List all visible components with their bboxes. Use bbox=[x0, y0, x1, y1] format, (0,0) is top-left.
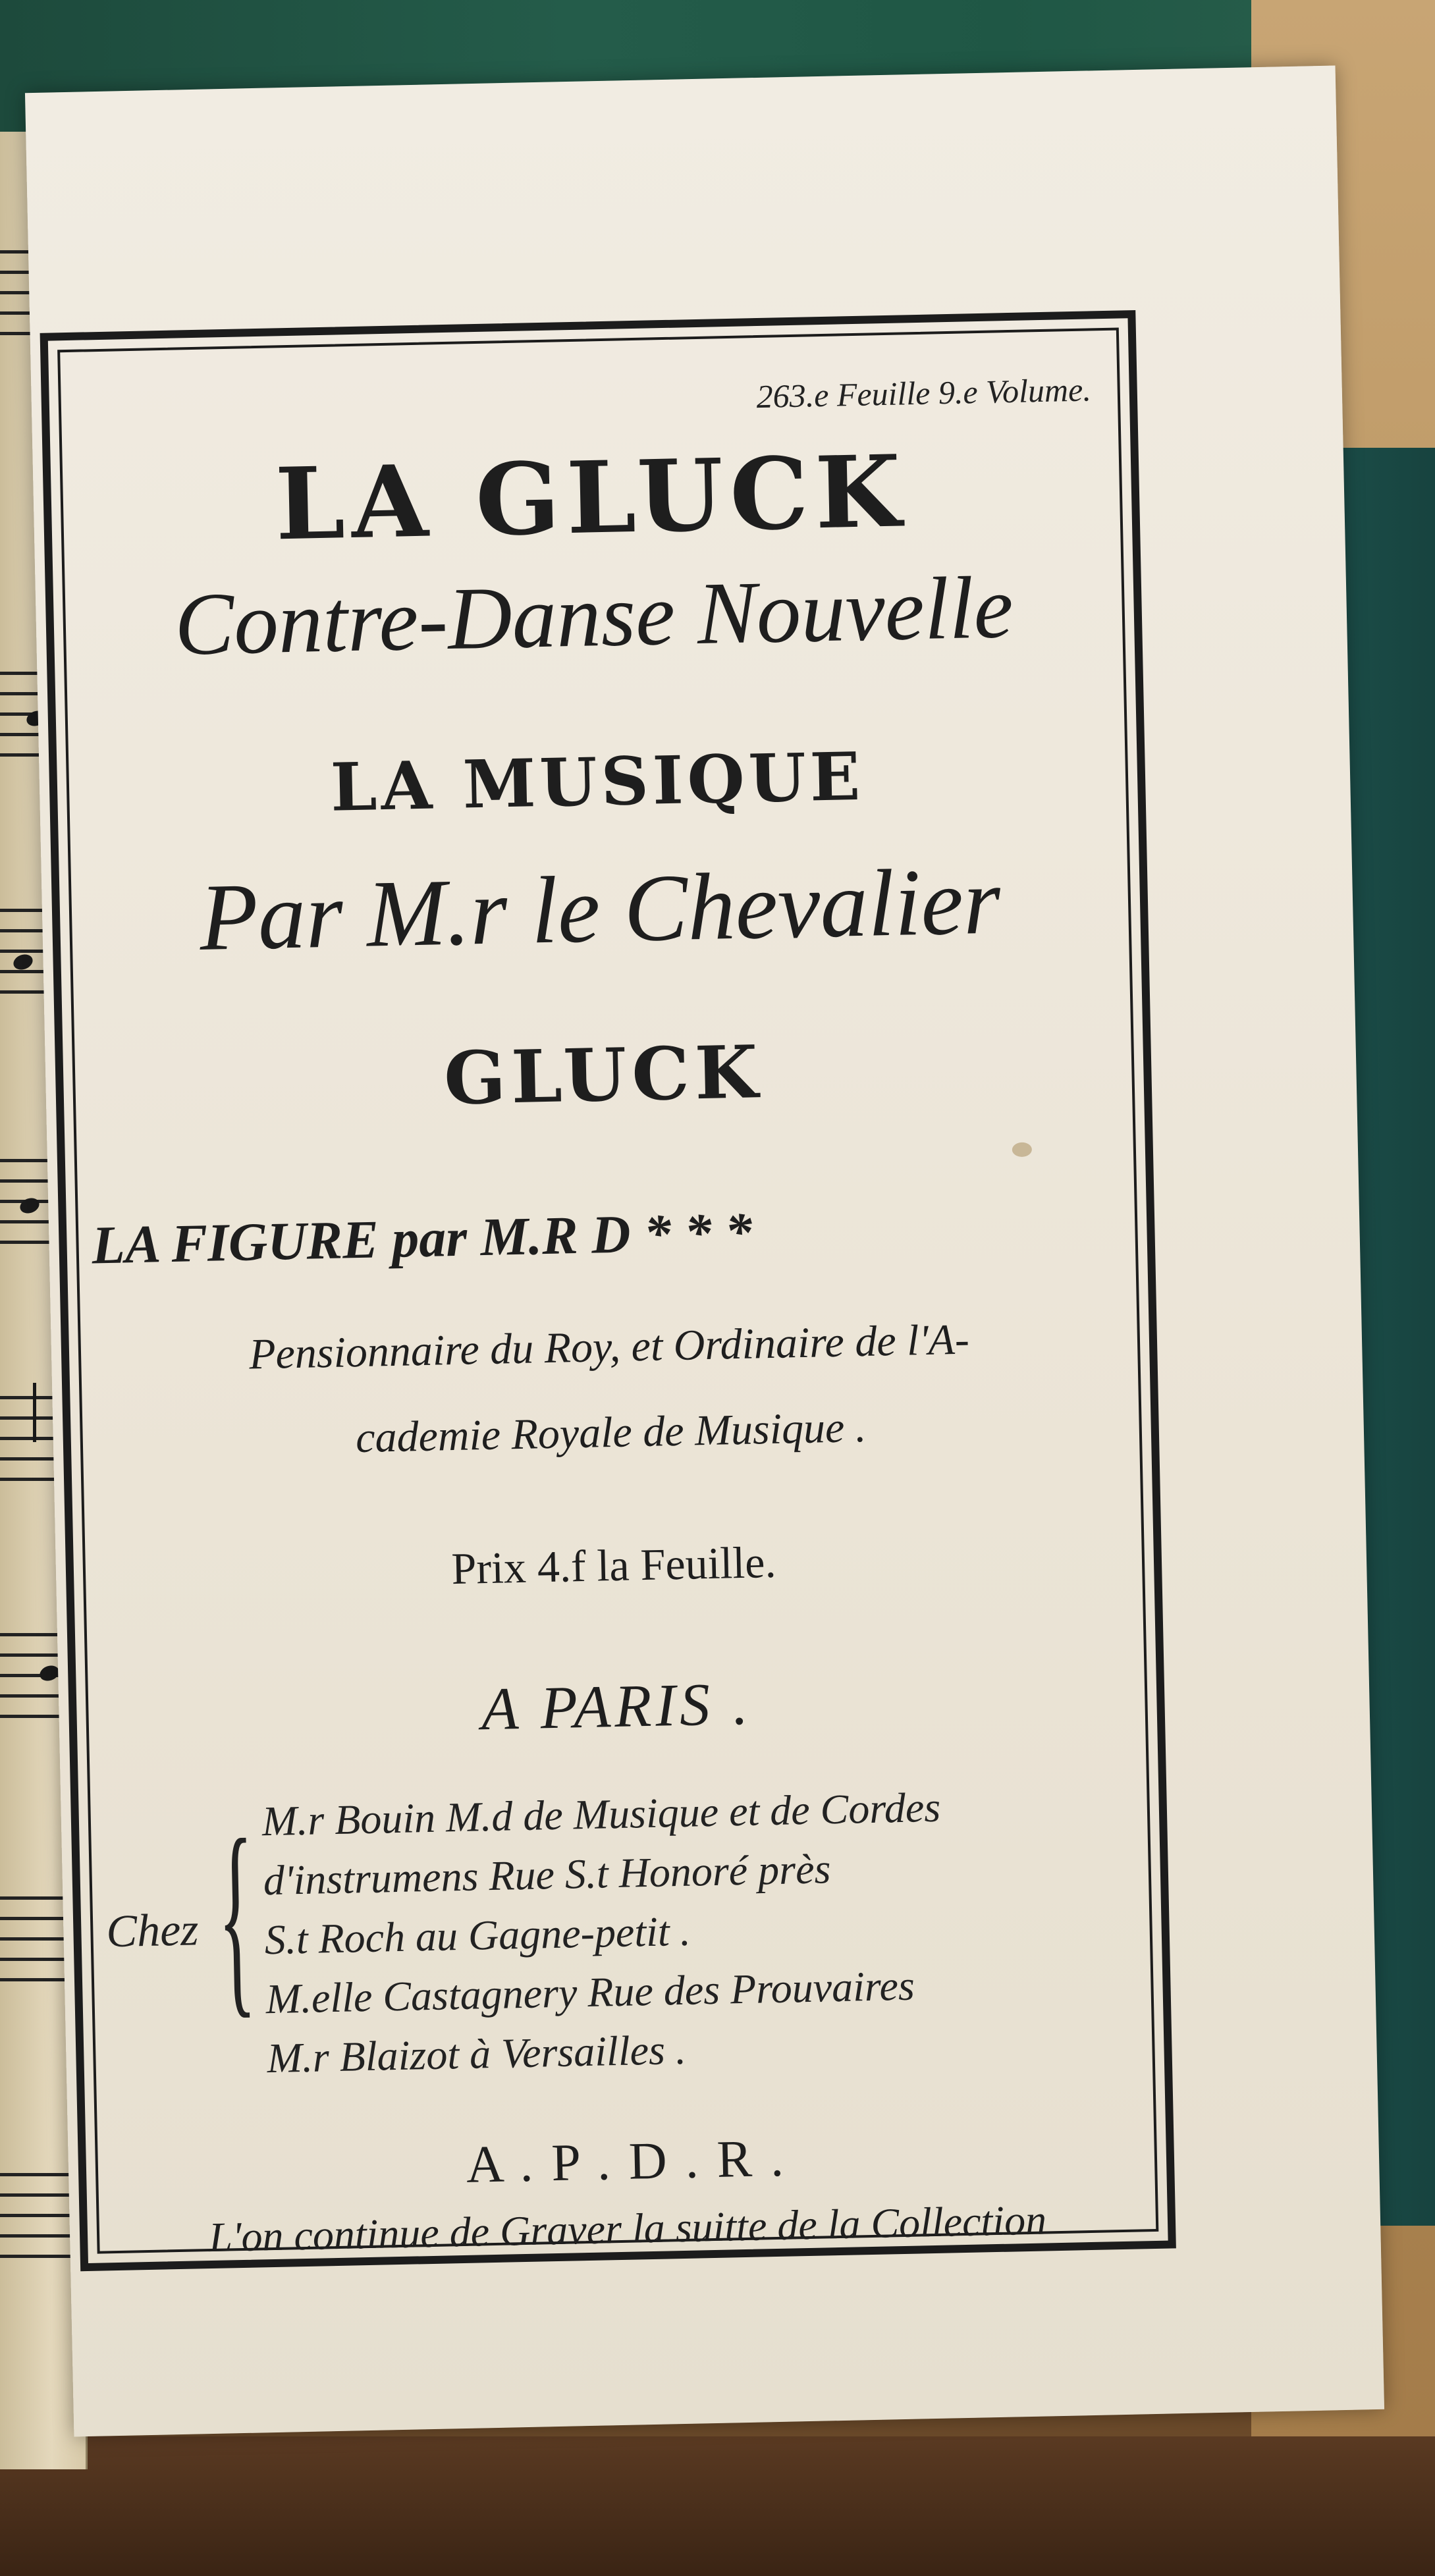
title-page bbox=[25, 66, 1384, 2437]
paper-stain bbox=[1012, 1142, 1032, 1158]
engraved-border bbox=[40, 310, 1176, 2271]
brace-glyph: { bbox=[215, 1795, 257, 2037]
composer-line: Par M.r le Chevalier bbox=[198, 848, 1002, 971]
address-line: M.r Bouin M.d de Musique et de Cordes bbox=[261, 1783, 941, 1845]
price-line: Prix 4.f la Feuille. bbox=[450, 1536, 777, 1594]
folio-reference: 263.e Feuille 9.e Volume. bbox=[756, 371, 1092, 416]
pension-line-2: cademie Royale de Musique . bbox=[355, 1403, 867, 1462]
privilege-mark: A . P . D . R . bbox=[466, 2129, 787, 2194]
address-line: d'instrumens Rue S.t Honoré près bbox=[263, 1845, 832, 1904]
figure-line: LA FIGURE par M.R D * * * bbox=[91, 1201, 753, 1275]
inner-border bbox=[57, 328, 1158, 2261]
address-line: M.r Blaizot à Versailles . bbox=[266, 2026, 687, 2082]
main-title: LA GLUCK bbox=[274, 433, 909, 563]
city-paris: A PARIS . bbox=[480, 1669, 753, 1743]
chez-label: Chez bbox=[105, 1904, 200, 1958]
footer-note: L'on continue de Graver la suitte de la Collection bbox=[208, 2196, 1047, 2261]
address-line: S.t Roch au Gagne-petit . bbox=[264, 1907, 691, 1964]
composer-name: GLUCK bbox=[443, 1029, 764, 1121]
background-table bbox=[0, 2436, 1435, 2576]
subtitle: Contre-Danse Nouvelle bbox=[173, 558, 1014, 674]
address-line: M.elle Castagnery Rue des Prouvaires bbox=[265, 1962, 915, 2023]
pension-line-1: Pensionnaire du Roy, et Ordinaire de l'A- bbox=[248, 1315, 970, 1379]
music-heading: LA MUSIQUE bbox=[329, 737, 865, 826]
music-note-stem bbox=[33, 1383, 36, 1442]
